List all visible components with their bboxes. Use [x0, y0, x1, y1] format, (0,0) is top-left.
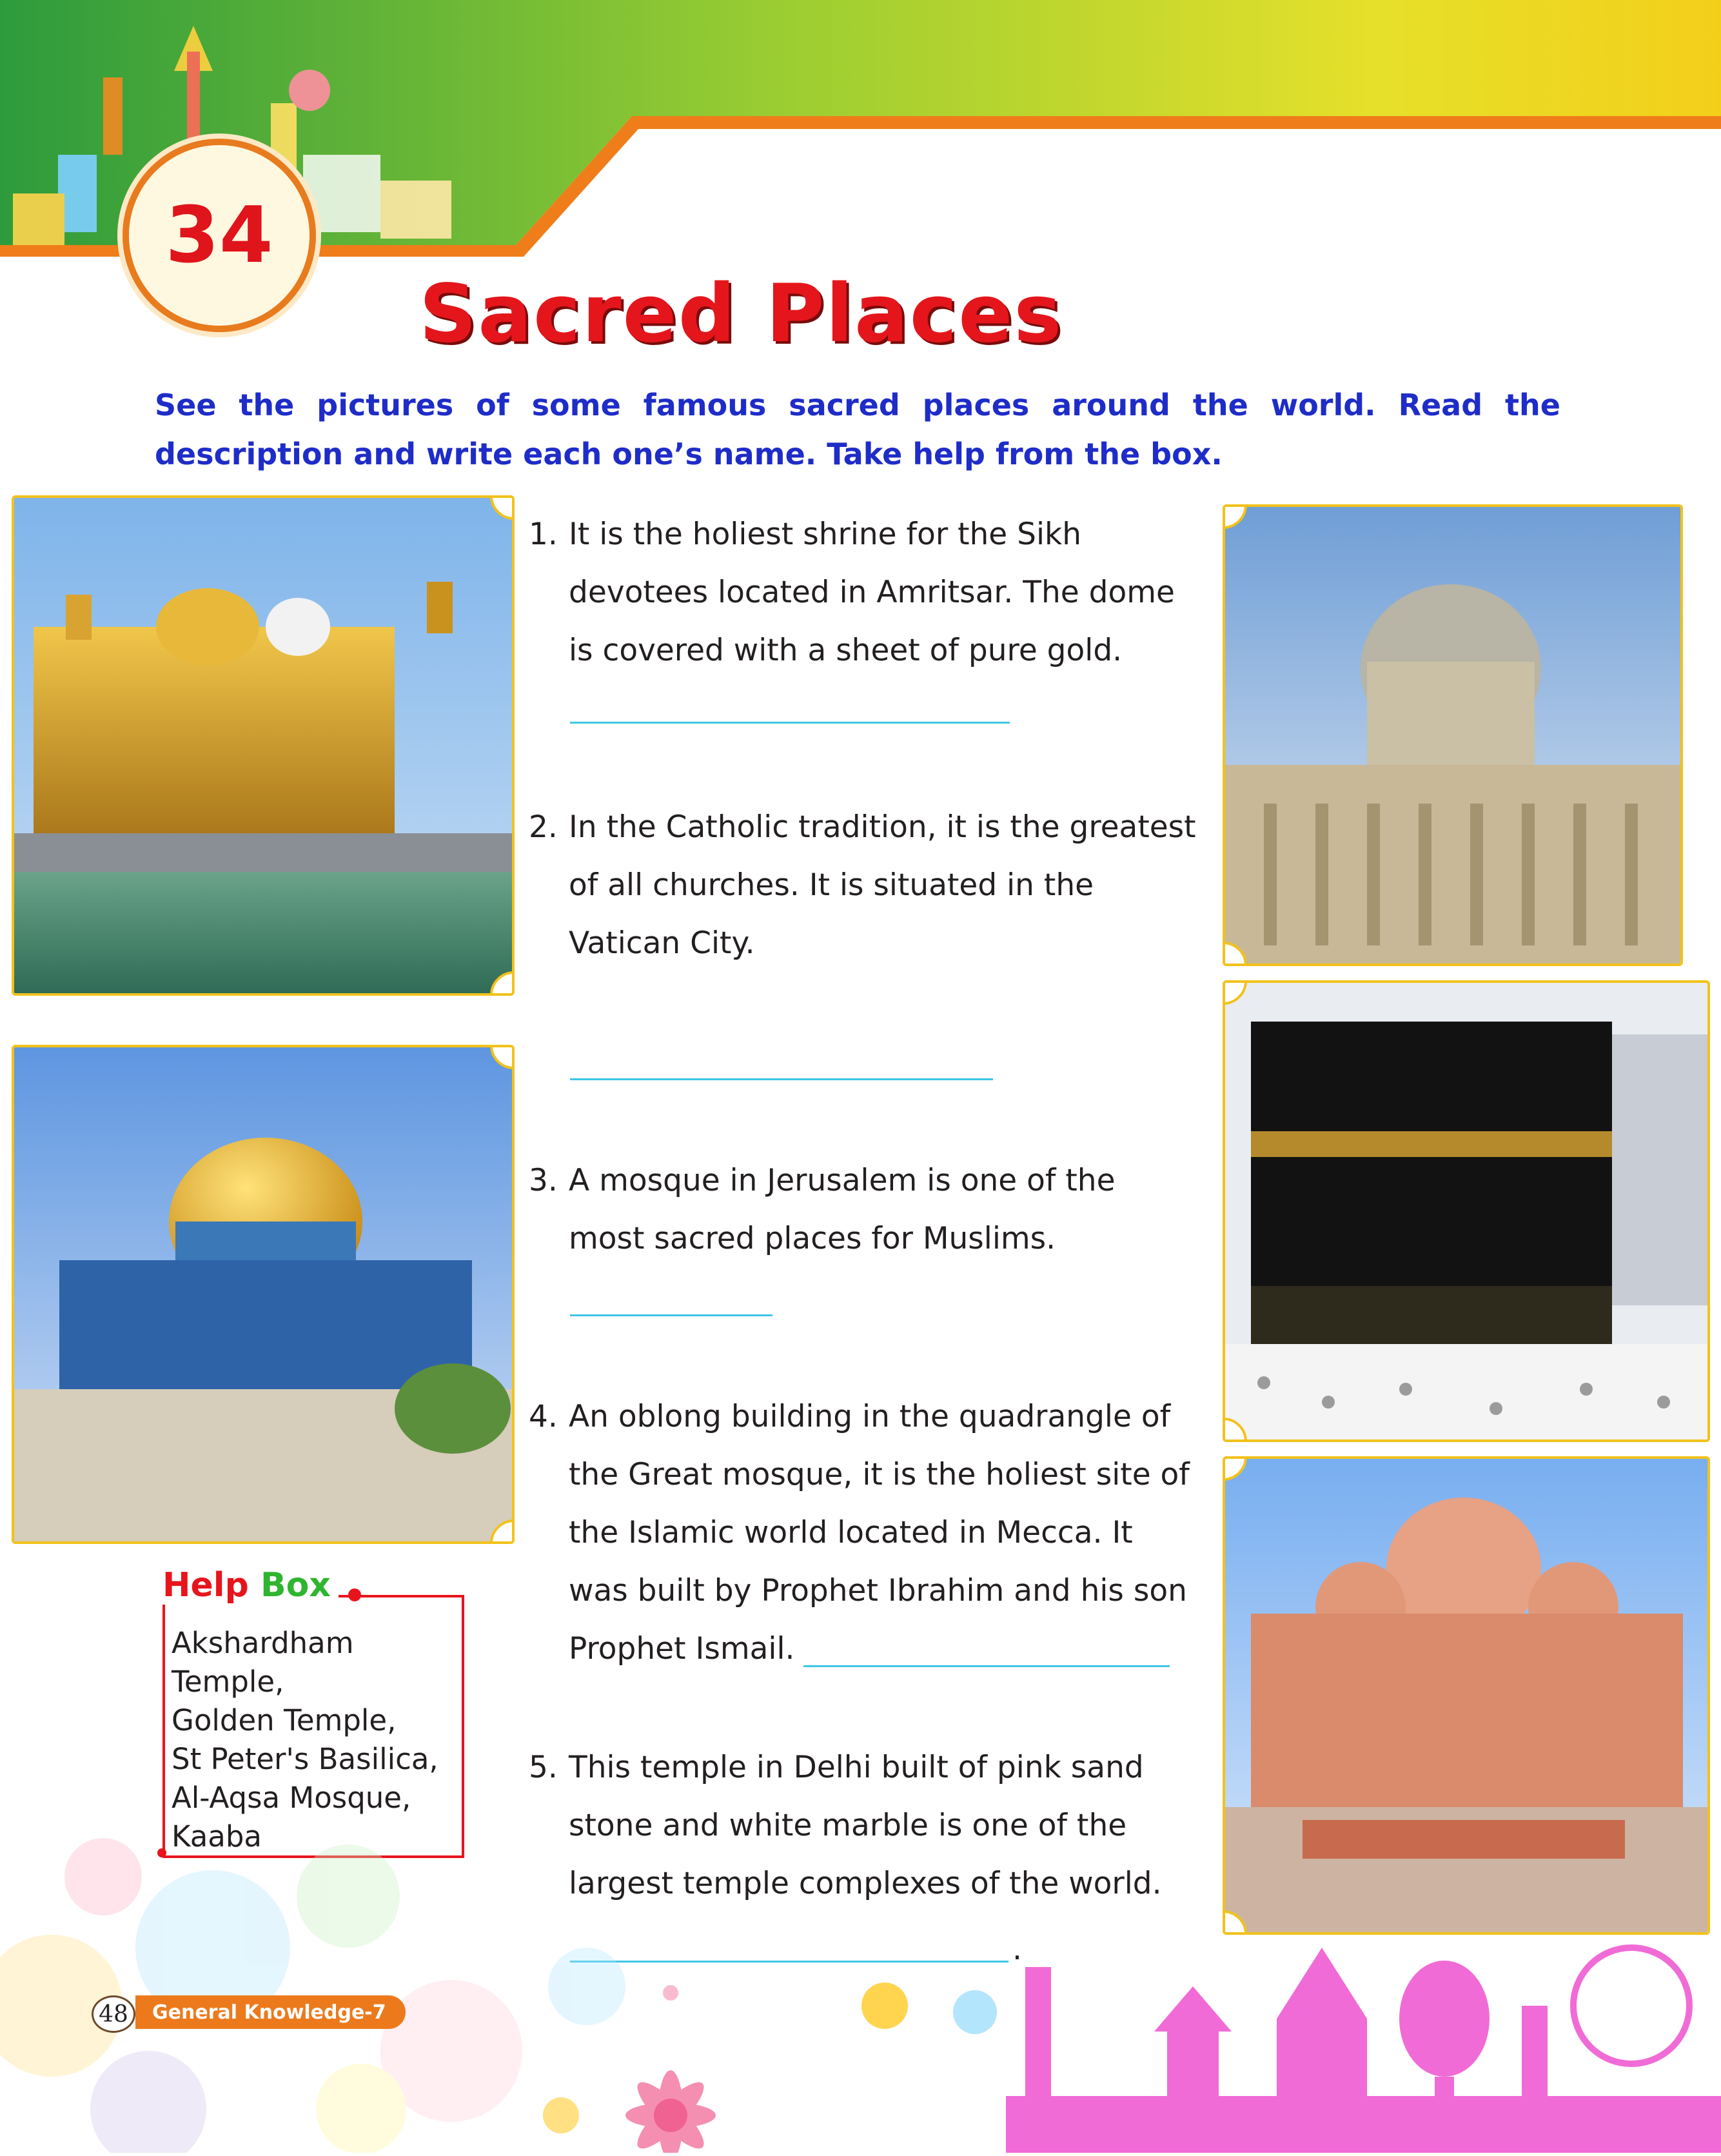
question-text: the Great mosque, it is the holiest site of [569, 1457, 1190, 1492]
help-box-item: Kaaba [172, 1819, 262, 1854]
instruction-text: See the pictures of some famous sacred places around the world. Read the description and write each one’s name. Take help from the box. [155, 388, 1560, 471]
book-title: General Knowledge-7 [135, 1995, 406, 2029]
question-text: stone and white marble is one of the [569, 1808, 1127, 1843]
page-number: 48 [92, 1995, 135, 2033]
question-text: largest temple complexes of the world. [569, 1866, 1162, 1901]
answer-blank-1[interactable] [570, 722, 1010, 724]
golden-temple-photo [12, 495, 515, 996]
question-text: This temple in Delhi built of pink sand [569, 1750, 1144, 1785]
st-peters-basilica-photo [1223, 504, 1683, 966]
question-text: In the Catholic tradition, it is the greatest [569, 809, 1196, 845]
question-number: 4. [529, 1399, 558, 1434]
question-2 [529, 798, 1212, 973]
page-title: Sacred Places [419, 268, 1063, 361]
question-text: most sacred places for Muslims. [569, 1221, 1056, 1256]
help-box-item: Akshardham [172, 1626, 354, 1660]
question-text: of all churches. It is situated in the [569, 867, 1094, 903]
question-text: devotees located in Amritsar. The dome [569, 575, 1175, 610]
help-box-dot [348, 1588, 361, 1601]
answer-trailing-period: . [1012, 1932, 1022, 1967]
kaaba-photo [1223, 980, 1710, 1442]
help-box-item: Al-Aqsa Mosque, [172, 1781, 411, 1815]
chapter-badge [123, 139, 316, 332]
help-box-item: Golden Temple, [172, 1703, 397, 1737]
question-3 [529, 1152, 1212, 1268]
question-text: It is the holiest shrine for the Sikh [569, 517, 1082, 552]
help-box-item: Temple, [172, 1665, 284, 1699]
question-text: Vatican City. [569, 925, 755, 961]
help-box-list [172, 1624, 455, 1856]
help-box-title: Help Box [162, 1566, 339, 1605]
question-4 [529, 1388, 1212, 1678]
question-text: was built by Prophet Ibrahim and his son [569, 1573, 1187, 1608]
question-number: 3. [529, 1163, 558, 1198]
question-text: the Islamic world located in Mecca. It [569, 1515, 1133, 1550]
question-text: is covered with a sheet of pure gold. [569, 633, 1123, 668]
question-text: A mosque in Jerusalem is one of the [569, 1163, 1116, 1198]
question-number: 1. [529, 517, 558, 552]
question-number: 5. [529, 1750, 558, 1785]
question-text: An oblong building in the quadrangle of [569, 1399, 1171, 1434]
question-number: 2. [529, 809, 558, 845]
answer-blank-2[interactable] [570, 1078, 993, 1080]
help-box-item: St Peter's Basilica, [172, 1742, 438, 1776]
chapter-number: 34 [165, 190, 273, 281]
answer-blank-4[interactable] [803, 1665, 1170, 1667]
answer-blank-3[interactable] [570, 1314, 772, 1316]
question-1 [529, 506, 1212, 680]
al-aqsa-mosque-photo [12, 1045, 515, 1544]
question-text: Prophet Ismail. [569, 1631, 795, 1666]
